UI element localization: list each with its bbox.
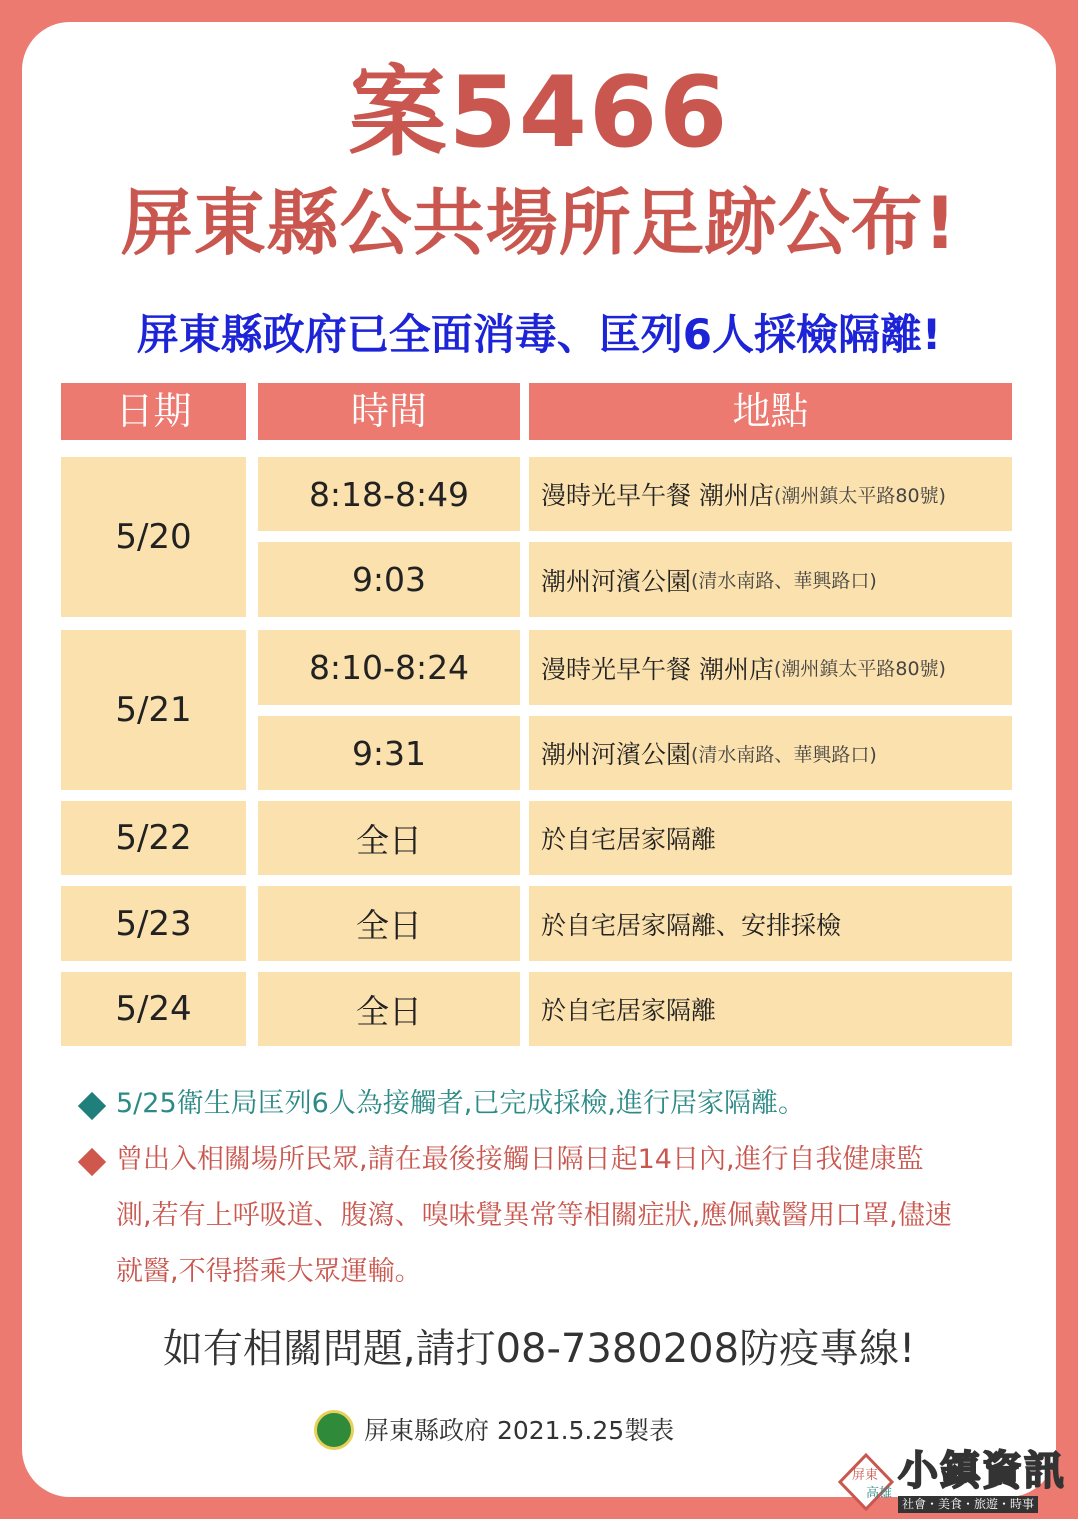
location-name: 潮州河濱公園 [541,740,692,769]
table-cell-time: 8:18-8:49 [258,457,520,531]
table-cell-location: 於自宅居家隔離 [529,972,1012,1046]
watermark-title: 小鎮資訊 [898,1448,1066,1494]
table-row-date: 5/23 [61,886,246,961]
table-cell-location: 於自宅居家隔離、安排採檢 [529,886,1012,961]
header-time: 時間 [258,383,520,440]
county-seal-icon [314,1410,354,1450]
location-address: (潮州鎮太平路80號) [773,484,946,507]
table-cell-time: 9:03 [258,542,520,617]
table-row-date: 5/21 [61,630,246,790]
hotline-text: 如有相關問題,請打08-7380208防疫專線! [162,1326,916,1372]
note-contacts: 5/25衛生局匡列6人為接觸者,已完成採檢,進行居家隔離。 [116,1088,805,1119]
table-row-date: 5/20 [61,457,246,617]
location-address: (清水南路、華興路口) [691,743,877,766]
header-date: 日期 [61,383,246,440]
page-subtitle: 屏東縣政府已全面消毒、匡列6人採檢隔離! [136,310,942,359]
note-line: 曾出入相關場所民眾,請在最後接觸日隔日起14日內,進行自我健康監 [116,1144,924,1175]
page-title: 屏東縣公共場所足跡公布! [120,181,958,265]
location-name: 潮州河濱公園 [541,566,692,596]
table-cell-time: 9:31 [258,716,520,790]
table-cell-time: 8:10-8:24 [258,630,520,705]
note-health-monitoring [116,1132,1016,1300]
location-name: 漫時光早午餐 潮州店 [541,481,774,510]
location-name: 漫時光早午餐 潮州店 [541,654,774,684]
table-row-date: 5/24 [61,972,246,1046]
table-cell-time: 全日 [258,801,520,875]
header-location: 地點 [529,383,1012,440]
badge-left-text: 屏東 [852,1468,879,1483]
note-line: 測,若有上呼吸道、腹瀉、嗅味覺異常等相關症狀,應佩戴醫用口罩,儘速 [116,1200,952,1231]
table-cell-location [529,716,1012,790]
table-row-date: 5/22 [61,801,246,875]
badge-right-text: 高雄 [866,1486,893,1501]
location-address: (清水南路、華興路口) [691,570,877,592]
region-badge-icon [838,1453,894,1511]
table-cell-location [529,457,1012,531]
table-cell-location [529,542,1012,617]
case-title: 案5466 [348,56,730,170]
table-cell-time: 全日 [258,972,520,1046]
table-cell-location: 於自宅居家隔離 [529,801,1012,875]
footer-credit: 屏東縣政府 2021.5.25製表 [364,1416,675,1445]
watermark-subtitle: 社會・美食・旅遊・時事 [898,1496,1038,1513]
table-cell-location [529,630,1012,705]
note-line: 就醫,不得搭乘大眾運輸。 [116,1256,422,1287]
table-cell-time: 全日 [258,886,520,961]
location-address: (潮州鎮太平路80號) [773,658,946,680]
